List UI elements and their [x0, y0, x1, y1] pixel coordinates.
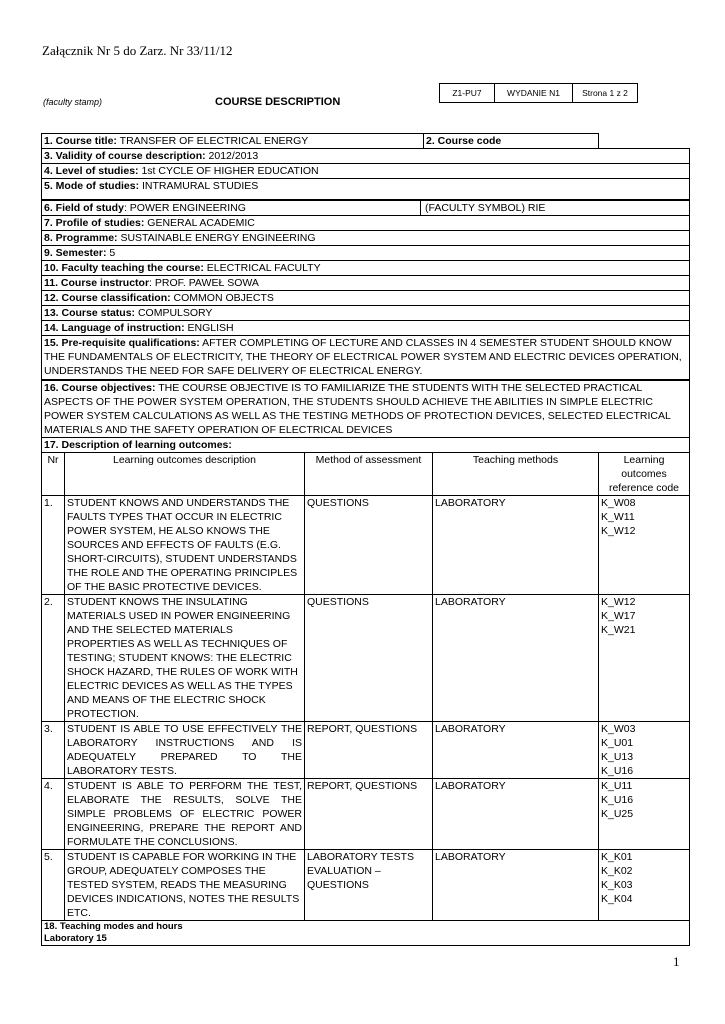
outcome-description: STUDENT IS CAPABLE FOR WORKING IN THE GROUP, ADEQUATELY COMPOSES THE TESTED SYSTEM, READS THE MEASURING DEVICES INDICATIONS, NOTES THE RESULTS ETC. — [65, 850, 305, 921]
col-header-assessment: Method of assessment — [305, 453, 433, 496]
status-label: 13. Course status: — [44, 307, 136, 319]
instructor-value: : PROF. PAWEŁ SOWA — [149, 277, 259, 289]
reference-code: K_U13 — [601, 751, 634, 763]
outcome-method: REPORT, QUESTIONS — [305, 722, 433, 779]
faculty-value: ELECTRICAL FACULTY — [203, 262, 321, 274]
level-label: 4. Level of studies: — [44, 165, 139, 177]
row-faculty — [42, 261, 690, 276]
language-value: ENGLISH — [184, 322, 234, 334]
course-code-label: 2. Course code — [423, 134, 501, 149]
outcome-method: REPORT, QUESTIONS — [305, 779, 433, 850]
row-objectives — [42, 380, 690, 438]
outcome-method: QUESTIONS — [305, 595, 433, 722]
outcome-codes — [599, 850, 690, 921]
instructor-label: 11. Course instructor — [44, 277, 150, 289]
reference-code: K_U16 — [601, 794, 634, 806]
semester-label: 9. Semester: — [44, 247, 107, 259]
reference-code: K_W03 — [601, 723, 636, 735]
prerequisites-label: 15. Pre-requisite qualifications: — [44, 337, 200, 349]
row-language — [42, 321, 690, 336]
row-teaching-modes — [42, 921, 690, 946]
row-status — [42, 306, 690, 321]
outcome-codes — [599, 722, 690, 779]
outcomes-header-row — [42, 453, 690, 496]
outcome-teaching: LABORATORY — [433, 850, 599, 921]
outcome-nr: 5. — [42, 850, 65, 921]
course-title-label: 1. Course title: — [44, 135, 117, 147]
teaching-modes-label: 18. Teaching modes and hours — [44, 921, 183, 932]
language-label: 14. Language of instruction: — [44, 322, 185, 334]
page-number: 1 — [673, 954, 680, 969]
reference-code: K_W08 — [601, 497, 636, 509]
reference-code: K_W21 — [601, 624, 636, 636]
row-classification — [42, 291, 690, 306]
faculty-stamp: (faculty stamp) — [43, 97, 103, 107]
semester-value: 5 — [106, 247, 116, 259]
reference-code: K_U01 — [601, 737, 634, 749]
mode-value: INTRAMURAL STUDIES — [139, 180, 259, 192]
reference-code: K_K03 — [601, 879, 633, 891]
row-semester — [42, 246, 690, 261]
classification-value: COMMON OBJECTS — [170, 292, 274, 304]
objectives-label: 16. Course objectives: — [44, 382, 156, 394]
validity-value: 2012/2013 — [205, 150, 259, 162]
row-programme — [42, 231, 690, 246]
outcome-nr: 1. — [42, 496, 65, 595]
document-title: COURSE DESCRIPTION — [215, 96, 341, 108]
outcome-nr: 3. — [42, 722, 65, 779]
outcome-method: QUESTIONS — [305, 496, 433, 595]
outcome-description: STUDENT KNOWS AND UNDERSTANDS THE FAULTS TYPES THAT OCCUR IN ELECTRIC POWER SYSTEM, HE ALSO KNOWS THE SOURCES AND EFFECTS OF FAULTS (E.G. SHORT-CIRCUITS), STUDENT UNDERSTANDS THE ROLE AND THE OPERATING PRINCIPLES OF THE BASIC PROTECTIVE DEVICES. — [65, 496, 305, 595]
col-header-nr: Nr — [42, 453, 65, 496]
field-label: 6. Field of study — [44, 202, 124, 214]
classification-label: 12. Course classification: — [44, 292, 171, 304]
col-header-teaching: Teaching methods — [433, 453, 599, 496]
programme-label: 8. Programme: — [44, 232, 118, 244]
outcome-description: STUDENT IS ABLE TO PERFORM THE TEST, ELABORATE THE RESULTS, SOLVE THE SIMPLE PROBLEMS OF ELECTRIC POWER ENGINEERING, PREPARE THE REPORT AND FORMULATE THE CONCLUSIONS. — [65, 779, 305, 850]
form-code: Z1-PU7 — [440, 84, 495, 103]
row-profile — [42, 216, 690, 231]
outcome-row — [42, 496, 690, 595]
annex-reference: Załącznik Nr 5 do Zarz. Nr 33/11/12 — [42, 43, 233, 58]
outcome-teaching: LABORATORY — [433, 595, 599, 722]
faculty-symbol: (FACULTY SYMBOL) RIE — [425, 202, 546, 214]
reference-code: K_K02 — [601, 865, 633, 877]
row-field — [42, 200, 690, 216]
outcome-row — [42, 595, 690, 722]
level-value: 1st CYCLE OF HIGHER EDUCATION — [138, 165, 319, 177]
field-value: : POWER ENGINEERING — [123, 202, 246, 214]
outcome-row — [42, 850, 690, 921]
outcome-nr: 2. — [42, 595, 65, 722]
profile-label: 7. Profile of studies: — [44, 217, 145, 229]
outcome-nr: 4. — [42, 779, 65, 850]
outcome-description: STUDENT IS ABLE TO USE EFFECTIVELY THE LABORATORY INSTRUCTIONS AND IS ADEQUATELY PREPARED TO THE LABORATORY TESTS. — [65, 722, 305, 779]
reference-code: K_U11 — [601, 780, 633, 792]
row-validity — [42, 149, 690, 164]
objectives-value: THE COURSE OBJECTIVE IS TO FAMILIARIZE THE STUDENTS WITH THE SELECTED PRACTICAL ASPECTS OF THE POWER SYSTEM OPERATION, THE STUDENTS SHOULD ACHIEVE THE ABILITIES IN SIMPLE ELECTRIC POWER SYSTEM CALCULATIONS AS WELL AS THE TESTING METHODS OF PROTECTION DEVICES, SELECTED ELECTRICAL MATERIALS AND THE SAFETY OPERATION OF ELECTRICAL DEVICES — [44, 382, 671, 436]
reference-code: K_U25 — [601, 808, 634, 820]
profile-value: GENERAL ACADEMIC — [144, 217, 255, 229]
row-prerequisites — [42, 336, 690, 381]
reference-code: K_W12 — [601, 596, 636, 608]
row-outcomes-title — [42, 438, 690, 453]
col-header-description: Learning outcomes description — [65, 453, 305, 496]
edition: WYDANIE N1 — [495, 84, 573, 103]
row-mode — [42, 179, 690, 201]
page-indicator: Strona 1 z 2 — [573, 84, 638, 103]
reference-code: K_K04 — [601, 893, 633, 905]
reference-code: K_W17 — [601, 610, 636, 622]
status-value: COMPULSORY — [135, 307, 213, 319]
validity-label: 3. Validity of course description: — [44, 150, 206, 162]
teaching-modes-value: Laboratory 15 — [44, 933, 107, 944]
outcome-row — [42, 722, 690, 779]
outcome-codes — [599, 779, 690, 850]
reference-code: K_K01 — [601, 851, 633, 863]
outcomes-label: 17. Description of learning outcomes: — [44, 439, 232, 451]
programme-value: SUSTAINABLE ENERGY ENGINEERING — [117, 232, 316, 244]
course-title-value: TRANSFER OF ELECTRICAL ENERGY — [116, 135, 309, 147]
outcome-codes — [599, 496, 690, 595]
document-code-box — [439, 83, 638, 103]
mode-label: 5. Mode of studies: — [44, 180, 140, 192]
course-description-table — [41, 133, 690, 946]
prerequisites-value: AFTER COMPLETING OF LECTURE AND CLASSES IN 4 SEMESTER STUDENT SHOULD KNOW THE FUNDAMENTALS OF ELECTRICITY, THE THEORY OF ELECTRICAL POWER SYSTEM AND ELECTRIC DEVICES OPERATION, UNDERSTANDS THE NEED FOR SAFE DELIVERY OF ELECTRICAL ENERGY. — [44, 337, 682, 377]
outcome-teaching: LABORATORY — [433, 722, 599, 779]
row-level — [42, 164, 690, 179]
reference-code: K_W12 — [601, 525, 636, 537]
outcome-method: LABORATORY TESTS EVALUATION – QUESTIONS — [305, 850, 433, 921]
outcome-row — [42, 779, 690, 850]
reference-code: K_U16 — [601, 765, 634, 777]
outcome-codes — [599, 595, 690, 722]
reference-code: K_W11 — [601, 511, 635, 523]
row-course-title — [42, 134, 690, 149]
row-instructor — [42, 276, 690, 291]
faculty-label: 10. Faculty teaching the course: — [44, 262, 204, 274]
outcome-teaching: LABORATORY — [433, 496, 599, 595]
col-header-reference: Learning outcomes reference code — [599, 453, 690, 496]
outcome-description: STUDENT KNOWS THE INSULATING MATERIALS USED IN POWER ENGINEERING AND THE SELECTED MATERIALS PROPERTIES AS WELL AS TECHNIQUES OF TESTING; STUDENT KNOWS: THE ELECTRIC SHOCK HAZARD, THE RULES OF WORK WITH ELECTRIC DEVICES AS WELL AS THE TYPES AND MEANS OF THE ELECTRIC SHOCK PROTECTION. — [65, 595, 305, 722]
outcome-teaching: LABORATORY — [433, 779, 599, 850]
